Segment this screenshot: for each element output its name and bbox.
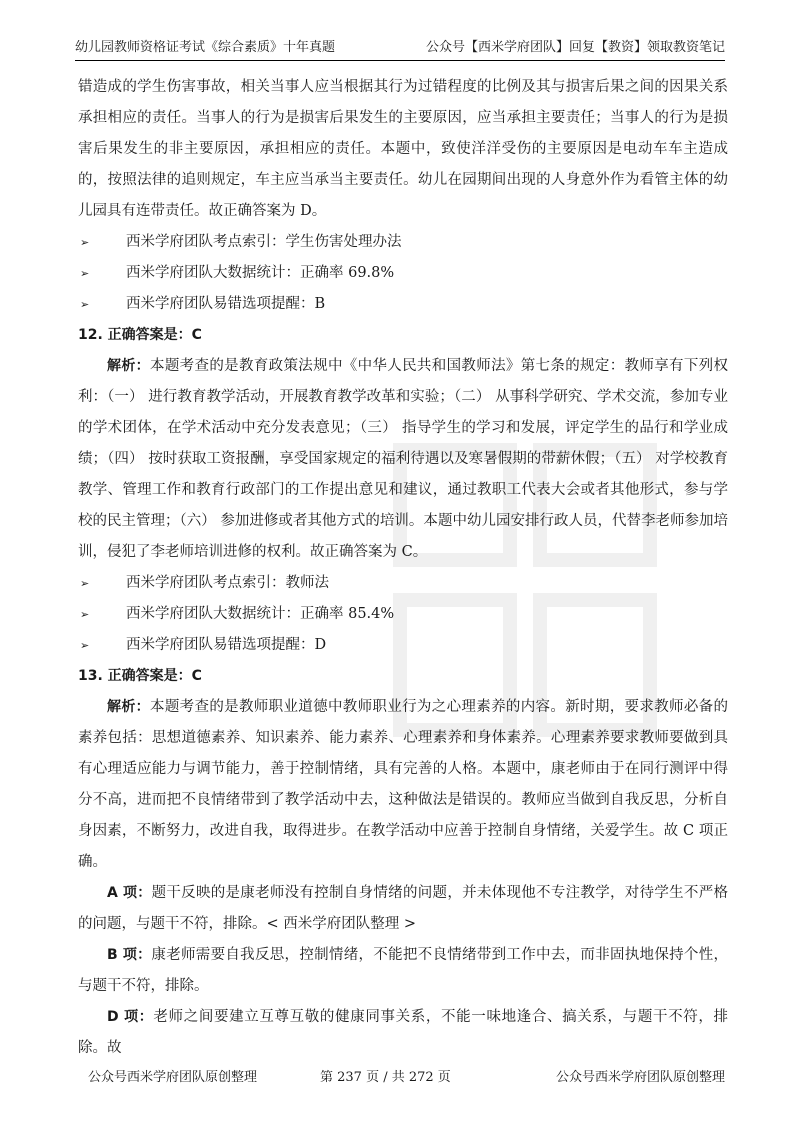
analysis-text: 本题考查的是教师职业道德中教师职业行为之心理素养的内容。新时期，要求教师必备的素养包括：思想道德素养、知识素养、能力素养、心理素养和身体素养。心理素养要求教师要做到具有心理适应能力与调节能力，善于控制情绪，具有完善的人格。本题中，康老师由于在同行测评中得分不高，进而把不良情绪带到了教学活动中去，这种做法是错误的。教师应当做到自我反思，分析自身因素，不断努力，改进自我，取得进步。在教学活动中应善于控制自身情绪，关爱学生。故 C 项正确。: [78, 699, 729, 870]
question-12-analysis: [78, 351, 728, 568]
option-text: 老师之间要建立互尊互敬的健康同事关系，不能一味地逢合、搞关系，与题干不符，排除。故: [78, 1009, 729, 1056]
header-right-note: 公众号【西米学府团队】回复【教资】领取教资笔记: [425, 40, 725, 55]
analysis-text: 本题考查的是教育政策法规中《中华人民共和国教师法》第七条的规定：教师享有下列权利：（一） 进行教育教学活动，开展教育教学改革和实验；（二） 从事科学研究、学术交流，参加专业的学术团体，在学术活动中充分发表意见；（三） 指导学生的学习和发展，评定学生的品行和学业成绩；（四） 按时获取工资报酬，享受国家规定的福利待遇以及寒暑假期的带薪休假；（五） 对学校教育教学、管理工作和教育行政部门的工作提出意见和建议，通过教职工代表大会或者其他形式，参与学校的民主管理；（六） 参加进修或者其他方式的培训。本题中幼儿园安排行政人员，代替李老师参加培训，侵犯了李老师培训进修的权利。故正确答案为 C。: [78, 358, 729, 560]
list-item: ➢ 西米学府团队易错选项提醒：B: [78, 289, 728, 320]
arrow-bullet-icon: ➢: [80, 608, 90, 621]
header-left-title: 幼儿园教师资格证考试《综合素质》十年真题: [75, 40, 336, 55]
arrow-bullet-icon: ➢: [80, 577, 90, 590]
option-text: 题干反映的是康老师没有控制自身情绪的问题，并未体现他不专注教学，对待学生不严格的问题，与题干不符，排除。< 西米学府团队整理 >: [78, 885, 728, 932]
option-text: 康老师需要自我反思，控制情绪，不能把不良情绪带到工作中去，而非固执地保持个性，与题干不符，排除。: [78, 947, 728, 994]
footer-right: 公众号西米学府团队原创整理: [555, 1070, 725, 1085]
list-item: ➢ 西米学府团队大数据统计：正确率 69.8%: [78, 258, 728, 289]
intro-paragraph: 错造成的学生伤害事故，相关当事人应当根据其行为过错程度的比例及其与损害后果之间的因果关系承担相应的责任。当事人的行为是损害后果发生的主要原因，应当承担主要责任；当事人的行为是损害后果发生的非主要原因，承担相应的责任。本题中，致使洋洋受伤的主要原因是电动车车主造成的，按照法律的追则规定，车主应当承当主要责任。幼儿在园期间出现的人身意外作为看管主体的幼儿园具有连带责任。故正确答案为 D。: [78, 79, 728, 219]
arrow-bullet-icon: ➢: [80, 639, 90, 652]
list-item: ➢ 西米学府团队考点索引：教师法: [78, 568, 728, 599]
question-12-heading: 12. 正确答案是：C: [78, 327, 202, 343]
page-footer: [88, 1068, 725, 1088]
question-13-heading: 13. 正确答案是：C: [78, 668, 202, 684]
footer-left: 公众号西米学府团队原创整理: [88, 1070, 258, 1085]
option-b-explanation: [78, 940, 728, 1002]
question-13-analysis: [78, 692, 728, 878]
arrow-bullet-icon: ➢: [80, 267, 90, 280]
analysis-label: 解析：: [107, 699, 150, 715]
page-header: [75, 38, 725, 61]
page-number: 第 237 页 / 共 272 页: [320, 1070, 451, 1085]
page-content: [78, 72, 728, 1064]
list-item: ➢ 西米学府团队易错选项提醒：D: [78, 630, 728, 661]
arrow-bullet-icon: ➢: [80, 236, 90, 249]
list-item: ➢ 西米学府团队考点索引：学生伤害处理办法: [78, 227, 728, 258]
analysis-label: 解析：: [107, 358, 150, 374]
option-a-explanation: [78, 878, 728, 940]
list-item: ➢ 西米学府团队大数据统计：正确率 85.4%: [78, 599, 728, 630]
option-label: D 项：: [107, 1009, 154, 1025]
option-d-explanation: [78, 1002, 728, 1064]
option-label: B 项：: [107, 947, 152, 963]
option-label: A 项：: [107, 885, 152, 901]
arrow-bullet-icon: ➢: [80, 298, 90, 311]
